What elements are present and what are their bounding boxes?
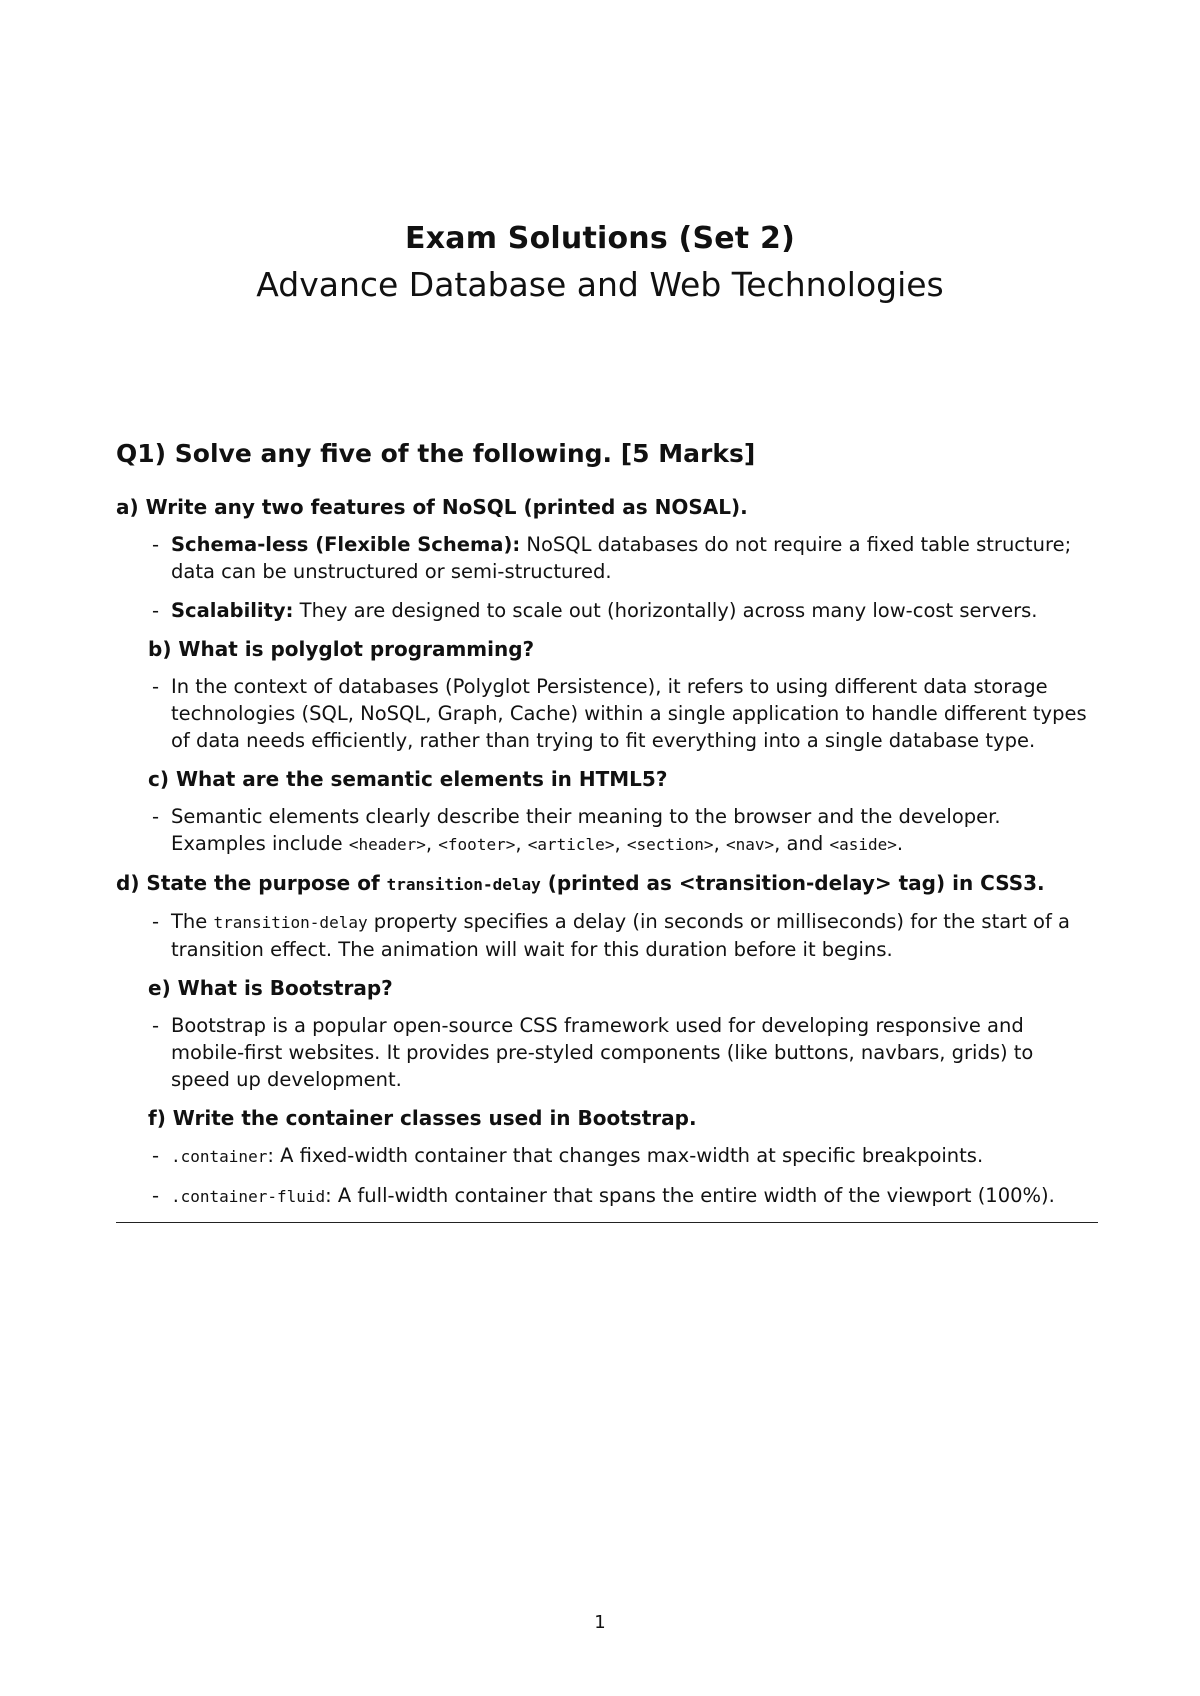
code-article: <article> (527, 835, 615, 854)
question-e: e) What is Bootstrap? (148, 976, 393, 1000)
answer-text: : A fixed-width container that changes max-width at specific breakpoints. (267, 1144, 984, 1167)
question-d-after: (printed as <transition-delay> tag) in CSS3. (540, 871, 1045, 895)
answers-a (116, 531, 1096, 624)
document-title: Exam Solutions (Set 2) (405, 221, 795, 256)
code-container-fluid: .container-fluid (171, 1187, 326, 1206)
answer-item (116, 803, 1096, 858)
bullet-dash: - (152, 910, 160, 933)
code-footer: <footer> (438, 835, 516, 854)
answers-b (116, 673, 1096, 754)
answer-item (116, 1182, 1096, 1210)
answer-item (116, 908, 1096, 963)
answer-text-end: . (896, 832, 904, 855)
answer-text: NoSQL databases do not require a fixed table structure; data can be unstructured or semi-structured. (171, 533, 1072, 583)
document-subtitle: Advance Database and Web Technologies (256, 265, 944, 304)
answer-text-end: property specifies a delay (in seconds or milliseconds) for the start of a transition effect. The animation will wait for this duration before it begins. (171, 910, 1070, 961)
bullet-dash: - (152, 1014, 160, 1037)
answers-d (116, 908, 1096, 963)
answer-item (116, 673, 1096, 754)
answer-term: Scalability: (171, 599, 294, 622)
code-nav: <nav> (725, 835, 775, 854)
section-heading-q1: Q1) Solve any five of the following. [5 Marks] (116, 439, 756, 468)
code-header: <header> (348, 835, 426, 854)
code-aside: <aside> (829, 835, 897, 854)
bullet-dash: - (152, 599, 160, 622)
page-number: 1 (594, 1612, 606, 1633)
title-block (0, 218, 1200, 308)
answer-item (116, 1012, 1096, 1093)
question-a: a) Write any two features of NoSQL (printed as NOSAL). (116, 495, 748, 519)
answers-f (116, 1142, 1096, 1210)
separator: , (515, 832, 528, 855)
bullet-dash: - (152, 675, 160, 698)
answer-text: Semantic elements clearly describe their meaning to the browser and the developer. Examples include (171, 805, 1001, 855)
question-b: b) What is polyglot programming? (148, 637, 535, 661)
separator: , (425, 832, 439, 855)
answer-item (116, 597, 1096, 624)
question-d (116, 870, 1096, 898)
answer-item (116, 531, 1096, 585)
answer-text: Bootstrap is a popular open-source CSS framework used for developing responsive and mobile-first websites. It provides pre-styled components (like buttons, navbars, grids) to speed up development. (171, 1014, 1034, 1091)
answer-text: : A full-width container that spans the entire width of the viewport (100%). (325, 1184, 1055, 1207)
content (116, 436, 1096, 1223)
answer-text: The (171, 910, 214, 933)
answers-c (116, 803, 1096, 858)
answer-text: They are designed to scale out (horizontally) across many low-cost servers. (293, 599, 1038, 622)
code-transition-delay: transition-delay (213, 913, 368, 932)
bullet-dash: - (152, 1144, 160, 1167)
question-c: c) What are the semantic elements in HTML5? (148, 767, 668, 791)
answers-e (116, 1012, 1096, 1093)
separator: , and (774, 832, 830, 855)
horizontal-rule (116, 1222, 1098, 1223)
bullet-dash: - (152, 805, 160, 828)
bullet-dash: - (152, 533, 160, 556)
code-section: <section> (626, 835, 714, 854)
answer-item (116, 1142, 1096, 1170)
bullet-dash: - (152, 1184, 160, 1207)
separator: , (614, 832, 627, 855)
answer-text: In the context of databases (Polyglot Persistence), it refers to using different data storage technologies (SQL, NoSQL, Graph, Cache) within a single application to handle different types of data needs efficiently, rather than trying to fit everything into a single database type. (171, 675, 1087, 752)
question-d-code: transition-delay (386, 875, 541, 894)
question-f: f) Write the container classes used in Bootstrap. (148, 1106, 697, 1130)
answer-term: Schema-less (Flexible Schema): (171, 533, 521, 556)
question-d-before: d) State the purpose of (116, 871, 387, 895)
code-container: .container (171, 1147, 268, 1166)
separator: , (713, 832, 726, 855)
